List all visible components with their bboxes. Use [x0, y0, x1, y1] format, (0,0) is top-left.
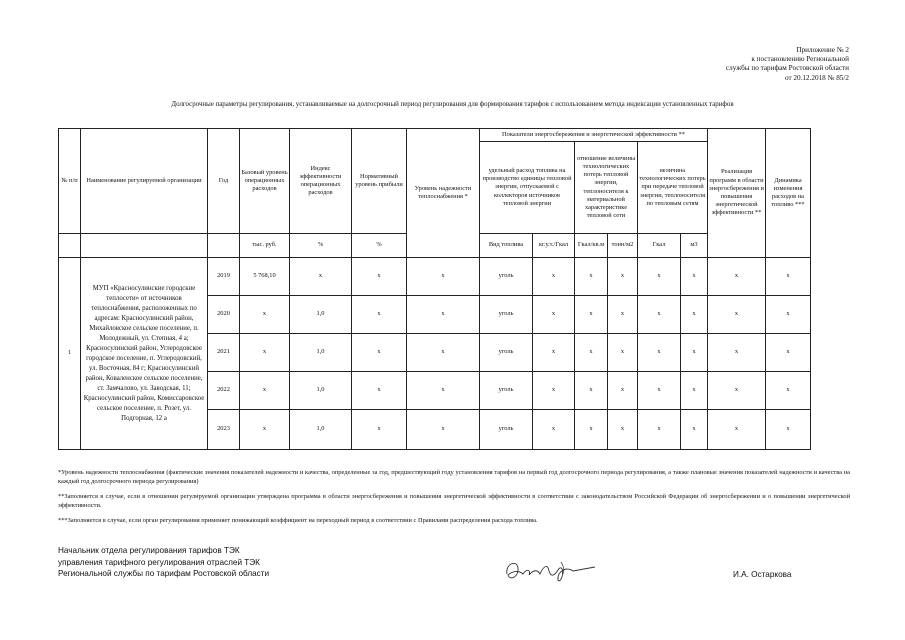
cell-fuel-rate: х: [533, 334, 575, 372]
cell-reliability: х: [407, 296, 480, 334]
unit-base: тыс. руб.: [240, 234, 290, 258]
cell-fuel: уголь: [480, 258, 533, 296]
cell-profit: х: [352, 334, 407, 372]
annex-line-4: от 20.12.2018 № 85/2: [784, 73, 849, 82]
cell-fuel: уголь: [480, 334, 533, 372]
cell-losses-ratio-1: х: [575, 258, 608, 296]
unit-index: %: [290, 234, 352, 258]
annex-line-1: Приложение № 2: [796, 46, 849, 54]
cell-losses-ratio-2: х: [608, 410, 638, 450]
cell-base: 5 768,10: [240, 258, 290, 296]
header-fuel-rate: удельный расход топлива на производство единицы тепловой энергии, отпускаемой с коллекторов источников тепловой энергии: [480, 142, 575, 234]
annex-line-2: к постановлению Региональной: [751, 55, 849, 64]
cell-losses-value-2: х: [681, 372, 708, 410]
cell-reliability: х: [407, 334, 480, 372]
cell-profit: х: [352, 410, 407, 450]
cell-dynamics: х: [766, 258, 811, 296]
cell-index: 1,0: [290, 372, 352, 410]
cell-fuel-rate: х: [533, 258, 575, 296]
cell-losses-value-1: х: [638, 258, 681, 296]
cell-fuel: уголь: [480, 372, 533, 410]
cell-base: х: [240, 296, 290, 334]
header-fuel-dynamics: Динамика изменения расходов на топливо ***: [766, 129, 811, 258]
cell-year: 2019: [208, 258, 240, 296]
signer-line-1: Начальник отдела регулирования тарифов ТЭК: [58, 546, 240, 555]
cell-dynamics: х: [766, 296, 811, 334]
cell-losses-ratio-1: х: [575, 296, 608, 334]
document-title: Долгосрочные параметры регулирования, устанавливаемые на долгосрочный период регулирования для формирования тарифов с использованием метода индексации установленных тарифов: [171, 101, 734, 108]
cell-dynamics: х: [766, 410, 811, 450]
cell-year: 2021: [208, 334, 240, 372]
header-base-costs: Базовый уровень операционных расходов: [240, 129, 290, 234]
unit-losses-ratio-2: тонн/м2: [608, 234, 638, 258]
cell-losses-ratio-2: х: [608, 372, 638, 410]
cell-profit: х: [352, 258, 407, 296]
cell-reliability: х: [407, 258, 480, 296]
header-losses-value: величина технологических потерь при передаче тепловой энергии, теплоносителя по тепловым сетям: [638, 142, 708, 234]
cell-index: х: [290, 258, 352, 296]
header-losses-ratio: отношение величины технологических потерь тепловой энергии, теплоносителя к материальной характеристике тепловой сети: [575, 142, 638, 234]
units-empty-org: [81, 234, 208, 258]
organization-name: МУП «Красносулинские городские теплосети» от источников теплоснабжения, расположенных по адресам: Красносулинский район, Михайловское сельское поселение, п. Молодежный, ул. Степная, 4 а; Красносулинский район, Углеродовское городское поселение, п. Углеродовский, ул. Восточная, 84 г; Красносулинский район, Коваленское сельское поселение, ст. Замчалово, ул. Заводская, 11; Красносулинский район, Комиссаровское сельское поселение, п. Розет, ул. Подгорная, 12 а: [81, 258, 208, 450]
unit-losses-value-1: Гкал: [638, 234, 681, 258]
cell-losses-value-2: х: [681, 296, 708, 334]
header-org: Наименование регулируемой организации: [81, 129, 208, 234]
cell-losses-value-2: х: [681, 334, 708, 372]
cell-reliability: х: [407, 372, 480, 410]
cell-losses-ratio-2: х: [608, 258, 638, 296]
cell-fuel-rate: х: [533, 296, 575, 334]
cell-fuel-rate: х: [533, 410, 575, 450]
cell-reliability: х: [407, 410, 480, 450]
handwritten-signature: [503, 556, 598, 586]
cell-losses-ratio-1: х: [575, 372, 608, 410]
cell-program: х: [708, 372, 766, 410]
unit-fuel-rate: кг.у.т./Гкал: [533, 234, 575, 258]
cell-profit: х: [352, 372, 407, 410]
row-number: 1: [59, 258, 81, 450]
unit-losses-ratio-1: Гкал/кв.м: [575, 234, 608, 258]
cell-fuel-rate: х: [533, 372, 575, 410]
signer-line-2: управления тарифного регулирования отраслей ТЭК: [58, 557, 260, 567]
parameters-table: [58, 128, 811, 450]
cell-index: 1,0: [290, 296, 352, 334]
units-empty-num: [59, 234, 81, 258]
cell-losses-value-2: х: [681, 410, 708, 450]
unit-profit: %: [352, 234, 407, 258]
signer-name: И.А. Остаркова: [733, 570, 792, 579]
cell-losses-value-1: х: [638, 372, 681, 410]
cell-program: х: [708, 334, 766, 372]
cell-program: х: [708, 410, 766, 450]
cell-losses-value-2: х: [681, 258, 708, 296]
cell-losses-value-1: х: [638, 410, 681, 450]
header-energy-group: Показатели энергосбережения и энергетической эффективности **: [480, 129, 708, 142]
cell-losses-ratio-1: х: [575, 334, 608, 372]
cell-year: 2022: [208, 372, 240, 410]
header-year: Год: [208, 129, 240, 234]
header-program: Реализация программ в области энергосбережения и повышения энергетической эффективности **: [708, 129, 766, 258]
cell-program: х: [708, 258, 766, 296]
cell-base: х: [240, 410, 290, 450]
cell-losses-value-1: х: [638, 334, 681, 372]
cell-losses-value-1: х: [638, 296, 681, 334]
header-num: № п/п: [59, 129, 81, 234]
annex-header: [726, 46, 849, 83]
cell-fuel: уголь: [480, 296, 533, 334]
cell-dynamics: х: [766, 372, 811, 410]
header-reliability: Уровень надежности теплоснабжения *: [407, 129, 480, 258]
cell-profit: х: [352, 296, 407, 334]
cell-dynamics: х: [766, 334, 811, 372]
footnotes: [58, 469, 850, 533]
cell-year: 2023: [208, 410, 240, 450]
cell-base: х: [240, 334, 290, 372]
units-empty-year: [208, 234, 240, 258]
cell-index: 1,0: [290, 410, 352, 450]
cell-losses-ratio-2: х: [608, 296, 638, 334]
footnote-reliability: *Уровень надежности теплоснабжения (фактические значения показателей надежности и качества, определенные за год, предшествующий году установления тарифов на первый год долгосрочного периода регулирования, а также плановые значения показателей надежности и качества на каждый год долгосрочного периода регулирования): [58, 469, 850, 485]
table-row: [59, 258, 811, 296]
cell-fuel: уголь: [480, 410, 533, 450]
footnote-energy-program: **Заполняется в случае, если в отношении регулируемой организации утверждена программа в области энергосбережения и повышения энергетической эффективности в соответствии с законодательством Российской Федерации об энергосбережении и о повышении энергетической эффективности.: [58, 493, 850, 509]
cell-losses-ratio-2: х: [608, 334, 638, 372]
signer-position: [58, 545, 269, 580]
unit-fuel-type: Вид топлива: [480, 234, 533, 258]
header-profit-level: Нормативный уровень прибыли: [352, 129, 407, 234]
signer-line-3: Региональной службы по тарифам Ростовской области: [58, 569, 270, 579]
cell-program: х: [708, 296, 766, 334]
cell-year: 2020: [208, 296, 240, 334]
header-efficiency-index: Индекс эффективности операционных расходов: [290, 129, 352, 234]
footnote-fuel-dynamics: ***Заполняется в случае, если орган регулирования применяет понижающий коэффициент на переходный период в соответствии с Правилами распределения расхода топлива.: [58, 517, 538, 525]
cell-index: 1,0: [290, 334, 352, 372]
unit-losses-value-2: м3: [681, 234, 708, 258]
cell-base: х: [240, 372, 290, 410]
cell-losses-ratio-1: х: [575, 410, 608, 450]
annex-line-3: службы по тарифам Ростовской области: [725, 64, 849, 73]
